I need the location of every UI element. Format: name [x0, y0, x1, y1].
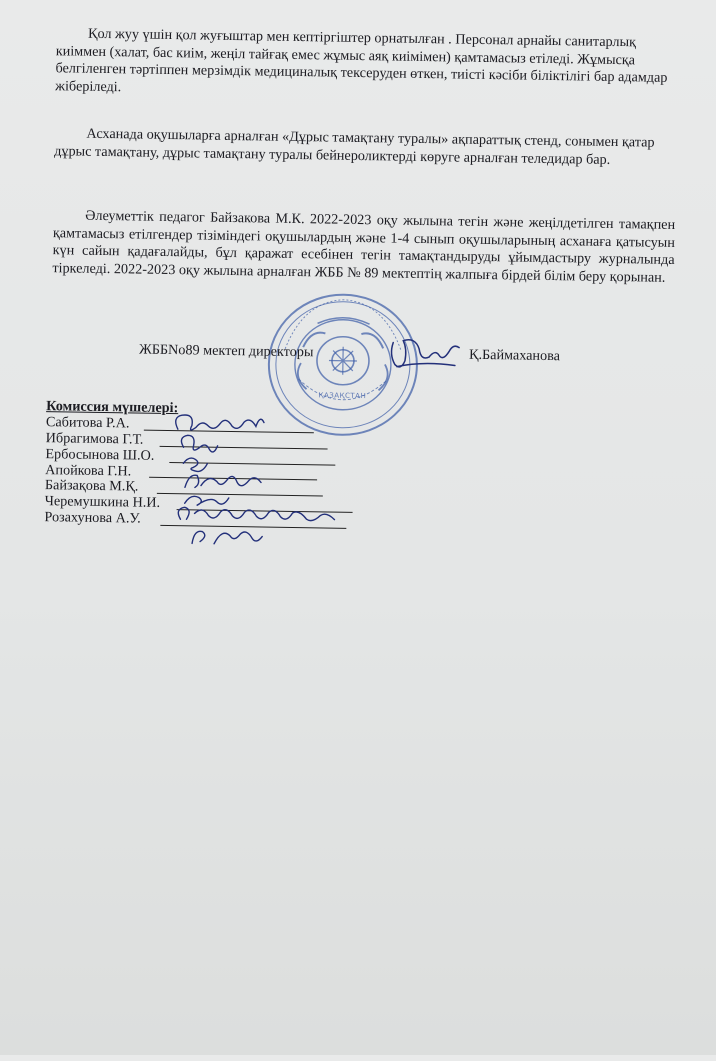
signature-sabitova — [176, 415, 264, 431]
signature-rozakhunova — [192, 531, 262, 544]
member-name: Розахунова А.У. — [44, 509, 141, 527]
commission-heading: Комиссия мүшелері: — [46, 398, 179, 417]
paragraph-hand-washing — [55, 25, 678, 105]
paragraph-social-pedagogue — [52, 207, 675, 287]
signature-erbosynova — [183, 458, 207, 472]
signature-baizakova — [185, 496, 229, 506]
commission-member — [44, 510, 176, 528]
director-handwritten-signature — [383, 330, 464, 377]
seal-label: ҚАЗАҚСТАН — [318, 391, 367, 401]
signature-line — [177, 509, 353, 513]
member-name: Черемушкина Н.И. — [44, 493, 161, 512]
member-name: Сабитова Р.А. — [45, 414, 130, 432]
member-name: Ербосынова Ш.О. — [45, 445, 155, 464]
paragraph-text: Әлеуметтік педагог Байзакова М.К. 2022-2023 оқу жылына тегін және жеңілдетілген тамақпен қамтамасыз етілгендер тізіміндегі оқушылардың және 1-4 сынып оқушыларының асханаға қатысуын күн сайын қадағалайды, бұл қаражат есебінен тегін тамақтандыруды ұйымдастыру журналында тіркеледі. 2022-2023 оқу жылына арналған ЖББ № 89 мектептің жалпыға бірдей білім беру қорынан. — [52, 207, 676, 286]
signature-line — [157, 493, 323, 497]
signature-line — [160, 525, 346, 529]
paragraph-text: Қол жуу үшін қол жуғыштар мен кептіргіштер орнатылған . Персонал арнайы санитарлық киіммен (халат, бас киім, жеңіл тайғақ емес жұмыс аяқ киімімен) қамтамасыз етіледі. Жұмысқа белгіленген тәртіппен мерзімдік медициналық тексеруден өткен, тиісті кәсіби біліктілігі бар адамдар жіберіледі. — [55, 25, 668, 95]
paragraph-info-stand — [54, 125, 676, 170]
director-name: Қ.Баймаханова — [468, 346, 561, 365]
paragraph-text: Асханада оқушыларға арналған «Дұрыс тамақтану туралы» ақпараттық стенд, сонымен қатар дұрыс тамақтану, дұрыс тамақтану туралы бейнероликтерді көруге арналған теледидар бар. — [54, 125, 655, 168]
director-title: ЖББNo89 мектеп директоры — [138, 341, 314, 361]
member-name: Байзақова М.Қ. — [44, 477, 139, 496]
member-name: Апойкова Г.Н. — [45, 461, 132, 480]
signature-ibragimova — [181, 435, 218, 452]
signature-line — [160, 446, 328, 450]
member-name: Ибрагимова Г.Т. — [45, 429, 144, 448]
signature-line — [169, 462, 335, 466]
commission-members-block — [44, 399, 178, 528]
